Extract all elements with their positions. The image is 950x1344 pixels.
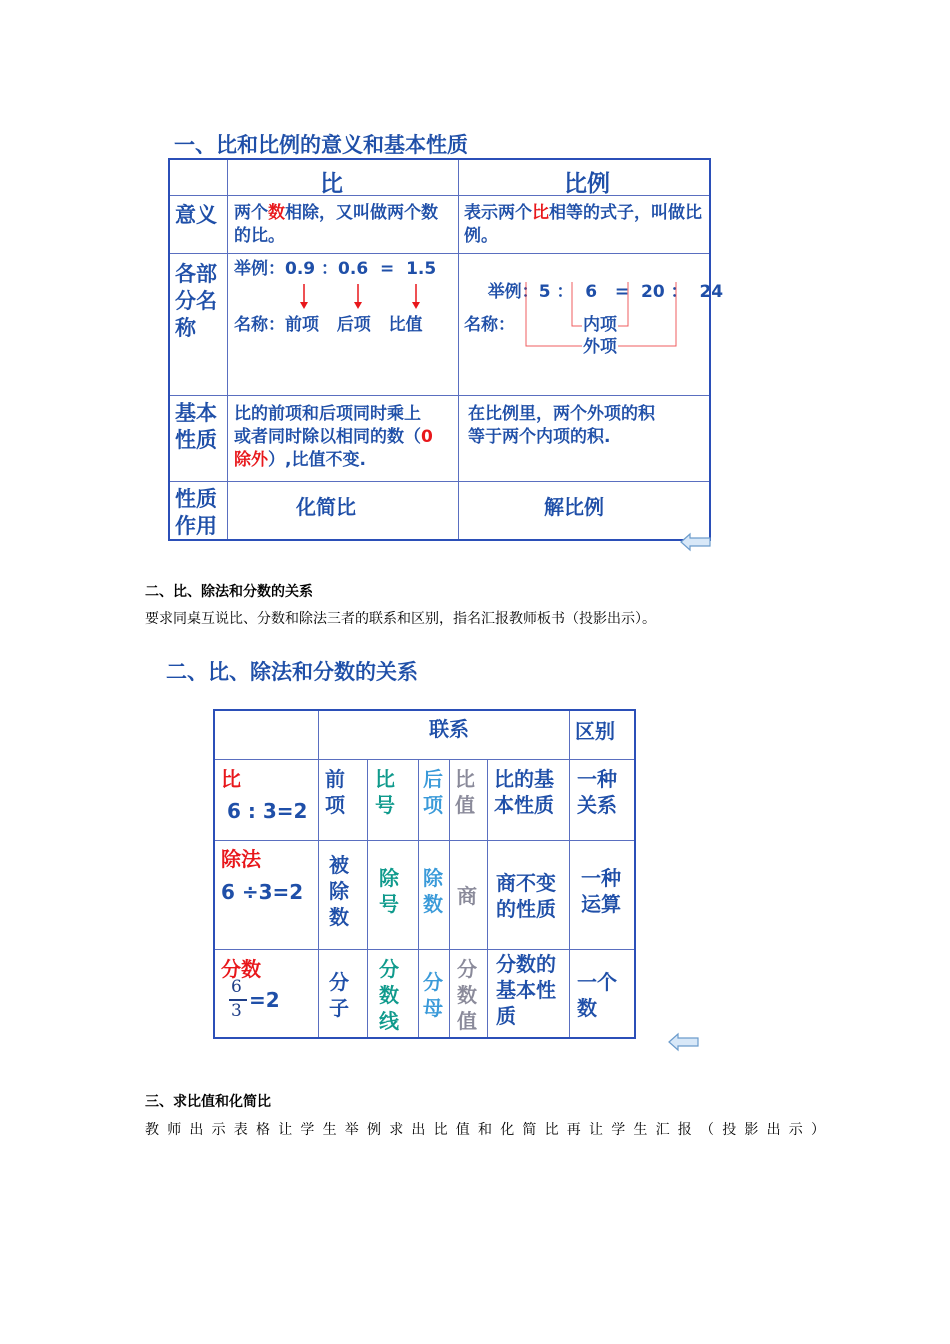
- row-div-c3: 除数: [423, 866, 443, 916]
- row-frac-diff: 一个数: [577, 970, 617, 1020]
- header-diff: 区别: [575, 719, 615, 743]
- header-bi: 比: [320, 171, 343, 197]
- meaning-property-table: [168, 158, 724, 541]
- row-bi-c2: 比号: [375, 767, 395, 817]
- header-bili: 比例: [564, 171, 610, 197]
- section3-desc: 教师出示表格让学生举例求出比值和化简比再让学生汇报（投影出示）: [145, 1122, 834, 1138]
- property-bi: 比的前项和后项同时乘上或者同时除以相同的数（0除外）,比值不变.: [234, 404, 433, 470]
- parts-bi-arrows: [280, 282, 430, 312]
- back-arrow-icon[interactable]: [680, 532, 712, 552]
- row-label-meaning: 意义: [175, 203, 217, 227]
- section2-desc: 要求同桌互说比、分数和除法三者的联系和区别，指名汇报教师板书（投影出示）。: [145, 611, 656, 627]
- row-frac-c3: 分母: [423, 970, 443, 1020]
- row-bi-diff: 一种关系: [577, 767, 617, 817]
- row-bi-expr: 6 : 3=2: [227, 799, 308, 823]
- row-bi-name: 比: [221, 767, 241, 791]
- row-bi-c1: 前项: [325, 767, 345, 817]
- row-frac-c2: 分数线: [379, 957, 399, 1033]
- section1-title: 一、比和比例的意义和基本性质: [174, 133, 468, 157]
- row-bi-c5: 比的基本性质: [494, 767, 554, 817]
- section3-heading: 三、求比值和化简比: [145, 1094, 271, 1110]
- fraction-numerator: 6: [231, 977, 242, 997]
- row-bi-c3: 后项: [423, 767, 443, 817]
- section2-slide-title: 二、比、除法和分数的关系: [166, 660, 418, 684]
- header-link: 联系: [429, 717, 469, 741]
- fraction-denominator: 3: [231, 1001, 242, 1021]
- row-div-diff: 一种运算: [581, 866, 621, 916]
- section2-heading: 二、比、除法和分数的关系: [145, 584, 313, 600]
- row-div-expr: 6 ÷3=2: [221, 880, 304, 904]
- relation-table: [213, 709, 636, 1039]
- parts-bili-names-label: 名称：: [464, 315, 515, 335]
- back-arrow-icon[interactable]: [668, 1032, 700, 1052]
- parts-bi-example: 举例：0.9 ：0.6 = 1.5: [234, 259, 437, 279]
- row-div-name: 除法: [221, 847, 261, 871]
- row-div-c5: 商不变的性质: [496, 871, 556, 921]
- parts-bili-outer: 外项: [583, 337, 617, 357]
- row-div-c2: 除号: [379, 866, 399, 916]
- row-label-use: 性质作用: [175, 487, 217, 538]
- row-div-c4: 商: [457, 884, 477, 908]
- parts-bi-names: 名称：前项 后项 比值: [234, 315, 423, 335]
- row-div-c1: 被除数: [329, 853, 349, 929]
- row-frac-c4: 分数值: [457, 957, 477, 1033]
- row-bi-c4: 比值: [455, 767, 475, 817]
- row-label-property: 基本性质: [175, 401, 217, 452]
- use-bi: 化简比: [296, 495, 356, 519]
- property-bili: 在比例里，两个外项的积等于两个内项的积.: [468, 404, 655, 447]
- row-label-parts: 各部分名称: [175, 262, 217, 340]
- parts-bili-inner: 内项: [583, 315, 617, 335]
- row-frac-c1: 分子: [329, 970, 349, 1020]
- row-frac-name: 分数: [221, 957, 261, 981]
- use-bili: 解比例: [544, 495, 604, 519]
- parts-bili-example: 举例：5 ： 6 = 20 ： 24: [487, 282, 724, 302]
- row-frac-expr: [227, 977, 297, 1023]
- fraction-equals: =2: [249, 988, 280, 1012]
- meaning-bili: 表示两个比相等的式子，叫做比例。: [464, 203, 702, 246]
- row-frac-c5: 分数的基本性质: [496, 952, 556, 1028]
- meaning-bi: 两个数相除，又叫做两个数的比。: [234, 203, 438, 246]
